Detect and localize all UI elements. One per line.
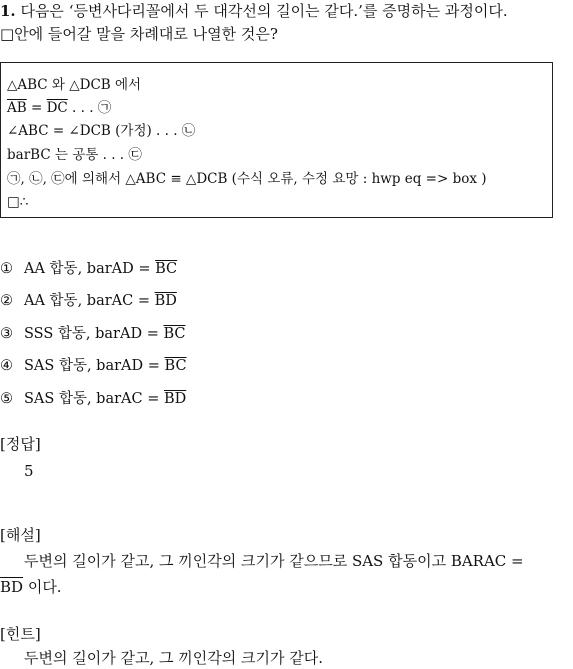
choice-mark: ① bbox=[0, 261, 13, 277]
choice-2[interactable] bbox=[0, 290, 177, 312]
choice-mark: ④ bbox=[0, 358, 13, 374]
segment-ab: $\overline{AB}$ bbox=[7, 100, 27, 116]
equals-sign: = bbox=[26, 100, 47, 116]
answer-value: 5 bbox=[24, 462, 34, 480]
proof-line-3: ∠ABC = ∠DCB (가정) . . . ㉡ bbox=[7, 123, 196, 139]
choice-text: SSS 합동, barAD = bbox=[24, 326, 164, 342]
choice-mark: ⑤ bbox=[0, 391, 13, 407]
choice-text: AA 합동, barAD = bbox=[24, 261, 156, 277]
explanation-line-1: 두변의 길이가 같고, 그 끼인각의 크기가 같으므로 SAS 합동이고 BARAC = bbox=[24, 552, 524, 570]
choice-3[interactable] bbox=[0, 323, 186, 345]
choice-mark: ② bbox=[0, 293, 13, 309]
proof-line-6: □∴ bbox=[7, 194, 29, 210]
proof-line-1: △ABC 와 △DCB 에서 bbox=[7, 77, 142, 93]
hint-text: 두변의 길이가 같고, 그 끼인각의 크기가 같다. bbox=[24, 649, 323, 667]
hint-heading: [힌트] bbox=[0, 625, 41, 643]
proof-line-4: barBC 는 공통 . . . ㉢ bbox=[7, 147, 142, 163]
choice-mark: ③ bbox=[0, 326, 13, 342]
segment-bd: $\overline{BD}$ bbox=[0, 578, 24, 596]
choice-text: SAS 합동, barAD = bbox=[24, 358, 165, 374]
choice-1[interactable] bbox=[0, 258, 177, 280]
question-number: 1. bbox=[0, 2, 16, 20]
segment-dc: $\overline{DC}$ bbox=[46, 100, 68, 116]
proof-box bbox=[0, 62, 553, 218]
choice-text: SAS 합동, barAC = bbox=[24, 391, 164, 407]
question-line-1 bbox=[0, 0, 508, 22]
proof-line-2 bbox=[7, 98, 111, 118]
explanation-line-2-tail: 이다. bbox=[23, 578, 62, 596]
answer-heading: [정답] bbox=[0, 435, 41, 453]
choice-segment: $\overline{BD}$ bbox=[163, 391, 187, 407]
choice-5[interactable] bbox=[0, 388, 186, 410]
choice-segment: $\overline{BC}$ bbox=[155, 261, 178, 277]
proof-line-2-tail: . . . ㉠ bbox=[67, 100, 112, 116]
choice-4[interactable] bbox=[0, 355, 187, 377]
question-text-1: 다음은 ‘등변사다리꼴에서 두 대각선의 길이는 같다.’를 증명하는 과정이다. bbox=[20, 2, 508, 20]
choice-text: AA 합동, barAC = bbox=[24, 293, 155, 309]
choice-segment: $\overline{BD}$ bbox=[154, 293, 177, 309]
choice-segment: $\overline{BC}$ bbox=[164, 358, 187, 374]
proof-line-5: ㉠, ㉡, ㉢에 의해서 △ABC ≡ △DCB (수식 오류, 수정 요망 : hwp eq => box ) bbox=[7, 171, 487, 187]
explanation-line-2 bbox=[0, 576, 62, 598]
choice-segment: $\overline{BC}$ bbox=[163, 326, 186, 342]
explanation-heading: [해설] bbox=[0, 526, 41, 544]
question-text-2: □안에 들어갈 말을 차례대로 나열한 것은? bbox=[0, 25, 278, 43]
